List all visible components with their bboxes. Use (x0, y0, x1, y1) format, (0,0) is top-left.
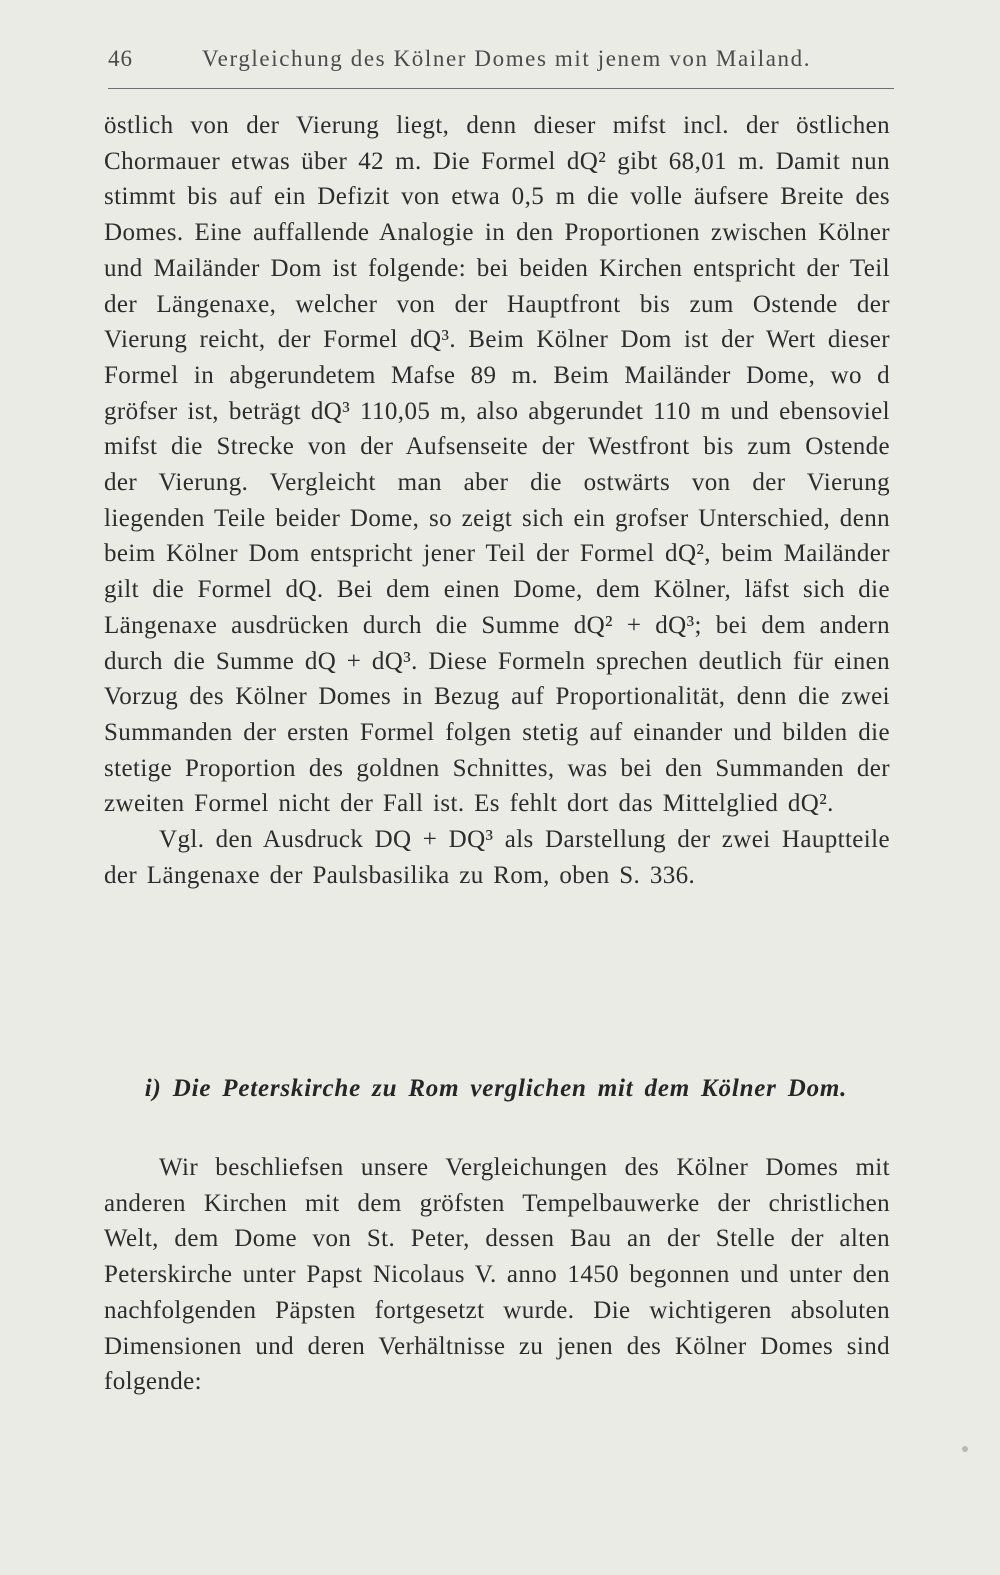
page-header (108, 40, 892, 80)
running-title: Vergleichung des Kölner Domes mit jenem von Mailand. (202, 46, 812, 71)
paper-spot (962, 1446, 968, 1452)
section-text (104, 1150, 890, 1400)
page-number: 46 (108, 46, 133, 71)
section-paragraph: Wir beschliefsen unsere Vergleichungen des Kölner Domes mit anderen Kirchen mit dem gröfsten Tempelbauwerke der christlichen Welt, dem Dome von St. Peter, dessen Bau an der Stelle der alten Peterskirche unter Papst Nicolaus V. anno 1450 begonnen und unter den nachfolgenden Päpsten fortgesetzt wurde. Die wichtigeren absoluten Dimensionen und deren Verhältnisse zu jenen des Kölner Domes sind folgende: (104, 1154, 890, 1396)
section-heading: i) Die Peterskirche zu Rom verglichen mit dem Kölner Dom. (144, 1075, 848, 1102)
paragraph-1: östlich von der Vierung liegt, denn dieser mifst incl. der östlichen Chormauer etwas über 42 m. Die Formel dQ² gibt 68,01 m. Damit nun stimmt bis auf ein Defizit von etwa 0,5 m die volle äufsere Breite des Domes. Eine auffallende Analogie in den Proportionen zwischen Kölner und Mailänder Dom ist folgende: bei beiden Kirchen entspricht der Teil der Längenaxe, welcher von der Hauptfront bis zum Ostende der Vierung reicht, der Formel dQ³. Beim Kölner Dom ist der Wert dieser Formel in abgerundetem Mafse 89 m. Beim Mailänder Dome, wo d gröfser ist, beträgt dQ³ 110,05 m, also abgerundet 110 m und ebensoviel mifst die Strecke von der Aufsenseite der Westfront bis zum Ostende der Vierung. Vergleicht man aber die ostwärts von der Vierung liegenden Teile beider Dome, so zeigt sich ein grofser Unterschied, denn beim Kölner Dom entspricht jener Teil der Formel dQ², beim Mailänder gilt die Formel dQ. Bei dem einen Dome, dem Kölner, läfst sich die Längenaxe ausdrücken durch die Summe dQ² + dQ³; bei dem andern durch die Summe dQ + dQ³. Diese Formeln sprechen deutlich für einen Vorzug des Kölner Domes in Bezug auf Proportionalität, denn die zwei Summanden der ersten Formel folgen stetig auf einander und bilden die stetige Proportion des goldnen Schnittes, was bei den Summanden der zweiten Formel nicht der Fall ist. Es fehlt dort das Mittelglied dQ². (104, 112, 890, 818)
header-rule (108, 88, 894, 89)
main-text (104, 108, 890, 893)
paragraph-2: Vgl. den Ausdruck DQ + DQ³ als Darstellung der zwei Hauptteile der Längenaxe der Paulsbasilika zu Rom, oben S. 336. (104, 826, 890, 889)
